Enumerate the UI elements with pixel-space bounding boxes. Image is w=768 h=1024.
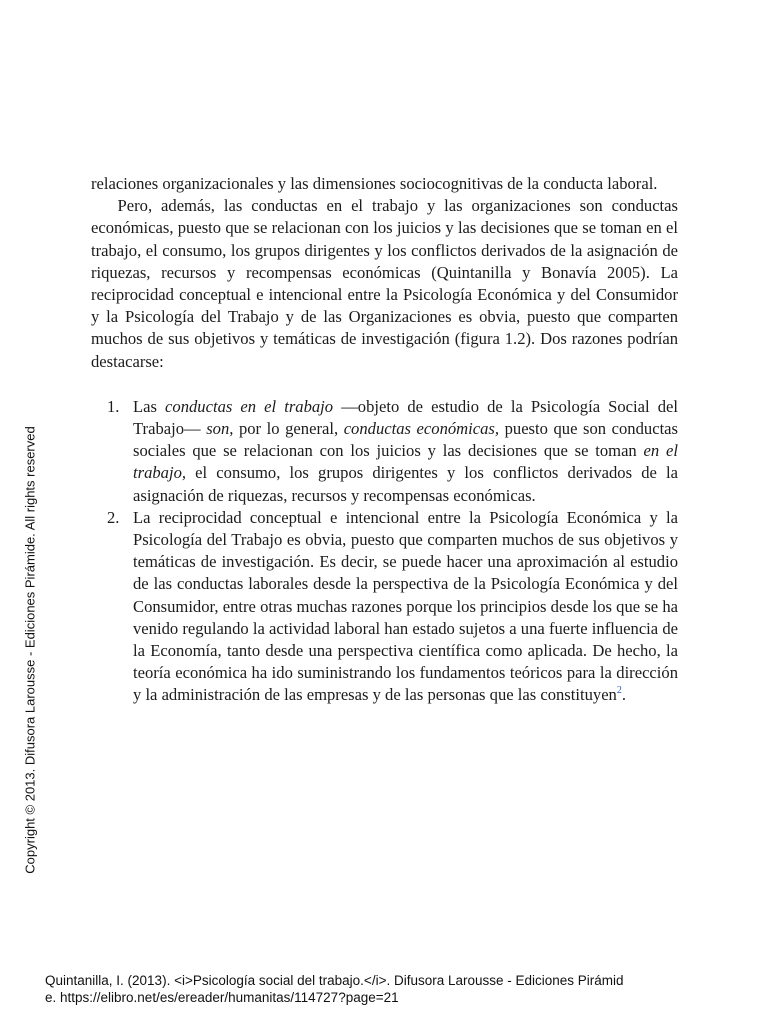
emphasis-text: conductas económicas, [343, 419, 500, 439]
list-item [91, 396, 678, 507]
numbered-list [91, 396, 678, 707]
citation-url-line[interactable]: e. https://elibro.net/es/ereader/humanitas/114727?page=21 [45, 990, 399, 1005]
list-item-text: Las [133, 396, 166, 416]
list-item [91, 507, 678, 707]
emphasis-text: conductas en el trabajo [165, 396, 334, 416]
citation-line: Quintanilla, I. (2013). <i>Psicología social del trabajo.</i>. Difusora Larousse - Ediciones Pirámid [45, 973, 624, 988]
copyright-notice: Copyright © 2013. Difusora Larousse - Ediciones Pirámide. All rights reserved [22, 426, 38, 874]
list-item-text: La reciprocidad conceptual e intencional entre la Psicología Económica y la Psicología del Trabajo es obvia, puesto que comparten muchos de sus objetivos y temáticas de investigación. Es decir, se puede hacer una aproximación al estudio de las conductas laborales desde la perspectiva de la Psicología Económica y del Consumidor, entre otras muchas razones porque los principios desde los que se ha venido regulando la actividad laboral han estado sujetos a una fuerte influencia de la Economía, tanto desde una perspectiva científica como aplicada. De hecho, la teoría económica ha ido suministrando los fundamentos teóricos para la dirección y la administración de las empresas y de las personas que las constituyen [133, 507, 678, 705]
list-item-text: —objeto de estudio de la Psicología Social del Trabajo— [133, 396, 678, 439]
emphasis-text: en el trabajo, [133, 441, 678, 483]
citation-footer [45, 972, 725, 1006]
list-item-number: 2. [107, 507, 120, 527]
list-item-text: puesto que son conductas sociales que se relacionan con los juicios y las decisiones que se toman [133, 419, 678, 461]
emphasis-text: son, [206, 419, 234, 439]
list-item-text: el consumo, los grupos dirigentes y los conflictos derivados de la asignación de riquezas, recursos y recompensas económicas. [133, 463, 678, 505]
continuation-paragraph: relaciones organizacionales y las dimensiones sociocognitivas de la conducta laboral. [91, 174, 658, 193]
body-paragraph: Pero, además, las conductas en el trabajo y las organizaciones son conductas económicas, puesto que se relacionan con los juicios y las decisiones que se toman en el trabajo, el consumo, los grupos dirigentes y los conflictos derivados de la asignación de riquezas, recursos y recompensas económicas (Quintanilla y Bonavía 2005). La reciprocidad conceptual e intencional entre la Psicología Económica y del Consumidor y la Psicología del Trabajo y de las Organizaciones es obvia, puesto que comparten muchos de sus objetivos y temáticas de investigación (figura 1.2). Dos razones podrían destacarse: [91, 196, 678, 371]
page-body [91, 173, 678, 707]
list-item-text: por lo general, [233, 419, 344, 439]
footnote-link[interactable]: 2 [616, 685, 622, 697]
list-item-end: . [621, 685, 627, 705]
list-item-number: 1. [107, 396, 120, 416]
